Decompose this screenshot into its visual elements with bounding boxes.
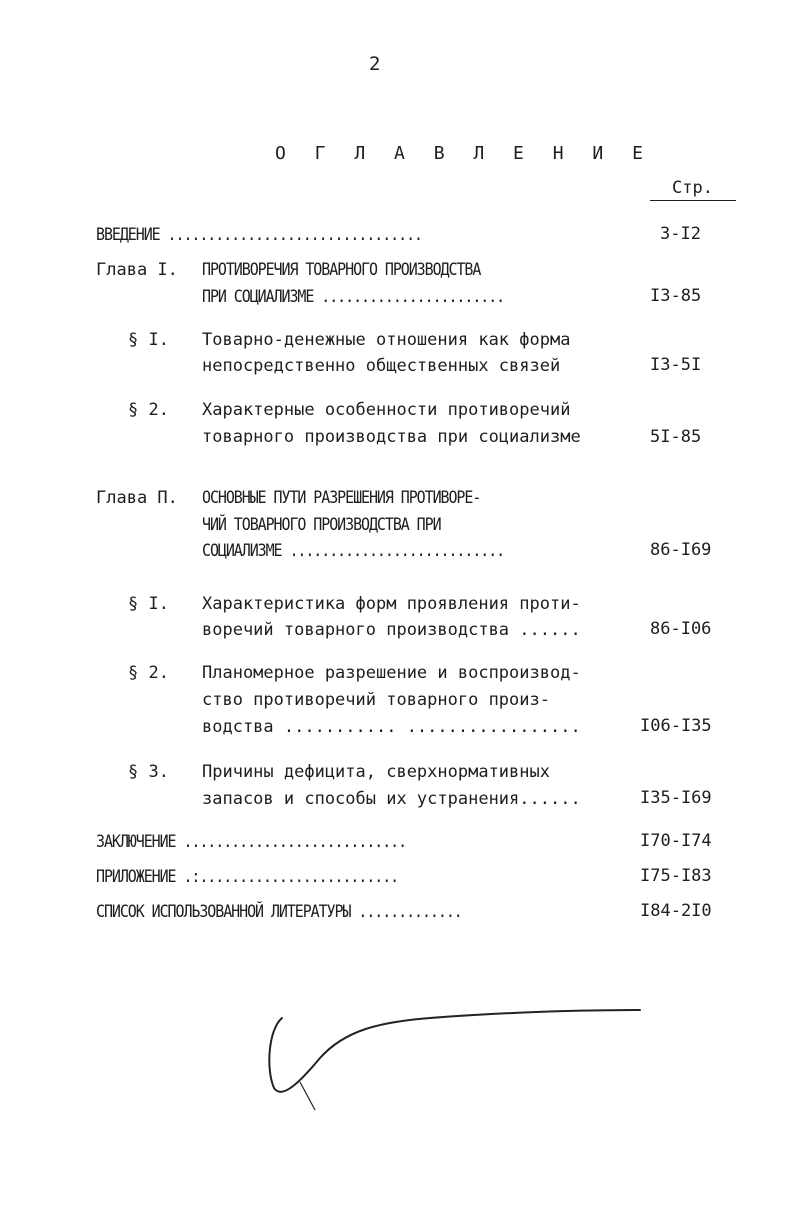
toc-entry-chapter-1-line-2: ПРИ СОЦИАЛИЗМЕ ....................... [202, 287, 505, 307]
toc-entry-chapter-2-line-3: СОЦИАЛИЗМЕ ........................... [202, 541, 505, 561]
toc-entry-section-2-3-line-2: запасов и способы их устранения...... [202, 789, 581, 809]
toc-page-chapter-2: 86-I69 [650, 540, 712, 560]
toc-page-section-1-2: 5I-85 [650, 427, 702, 447]
toc-entry-chapter-1-line-1: ПРОТИВОРЕЧИЯ ТОВАРНОГО ПРОИЗВОДСТВА [202, 260, 481, 280]
toc-entry-appendix: ПРИЛОЖЕНИЕ .:......................... [96, 867, 399, 887]
toc-page-appendix: I75-I83 [640, 866, 712, 886]
toc-label-section-2-2: § 2. [128, 663, 169, 683]
toc-page-section-1-1: I3-5I [650, 355, 702, 375]
toc-page-introduction: 3-I2 [660, 224, 701, 244]
toc-entry-conclusion: ЗАКЛЮЧЕНИЕ ............................ [96, 832, 407, 852]
toc-title: О Г Л А В Л Е Н И Е [275, 143, 652, 164]
toc-entry-section-1-1-line-2: непосредственно общественных связей [202, 356, 561, 376]
toc-page-section-2-3: I35-I69 [640, 788, 712, 808]
toc-label-section-1-1: § I. [128, 330, 169, 350]
toc-entry-section-2-1-line-1: Характеристика форм проявления проти- [202, 594, 581, 614]
toc-page-bibliography: I84-2I0 [640, 901, 712, 921]
page-number: 2 [369, 53, 381, 75]
handwritten-signature [260, 1000, 660, 1120]
toc-label-section-1-2: § 2. [128, 400, 169, 420]
toc-page-section-2-1: 86-I06 [650, 619, 712, 639]
toc-page-section-2-2: I06-I35 [640, 716, 712, 736]
toc-page-chapter-1: I3-85 [650, 286, 702, 306]
toc-label-section-2-1: § I. [128, 594, 169, 614]
toc-entry-bibliography: СПИСОК ИСПОЛЬЗОВАННОЙ ЛИТЕРАТУРЫ ............. [96, 902, 462, 922]
toc-entry-section-2-2-line-1: Планомерное разрешение и воспроизвод- [202, 663, 581, 683]
toc-label-chapter-1: Глава I. [96, 260, 178, 280]
toc-entry-section-2-3-line-1: Причины дефицита, сверхнормативных [202, 762, 550, 782]
toc-entry-section-1-2-line-1: Характерные особенности противоречий [202, 400, 571, 420]
page-column-header: Стр. [672, 178, 713, 198]
toc-entry-introduction: ВВЕДЕНИЕ ................................ [96, 225, 422, 245]
toc-entry-section-1-2-line-2: товарного производства при социализме [202, 427, 581, 447]
page-column-underline [650, 200, 736, 201]
toc-entry-section-2-2-line-3: водства ........... ................. [202, 717, 581, 737]
toc-label-section-2-3: § 3. [128, 762, 169, 782]
toc-label-chapter-2: Глава П. [96, 488, 178, 508]
toc-page-conclusion: I70-I74 [640, 831, 712, 851]
toc-entry-chapter-2-line-1: ОСНОВНЫЕ ПУТИ РАЗРЕШЕНИЯ ПРОТИВОРЕ- [202, 488, 481, 508]
toc-entry-section-2-1-line-2: воречий товарного производства ...... [202, 620, 581, 640]
toc-entry-section-2-2-line-2: ство противоречий товарного произ- [202, 690, 550, 710]
toc-entry-chapter-2-line-2: ЧИЙ ТОВАРНОГО ПРОИЗВОДСТВА ПРИ [202, 515, 441, 535]
toc-entry-section-1-1-line-1: Товарно-денежные отношения как форма [202, 330, 571, 350]
